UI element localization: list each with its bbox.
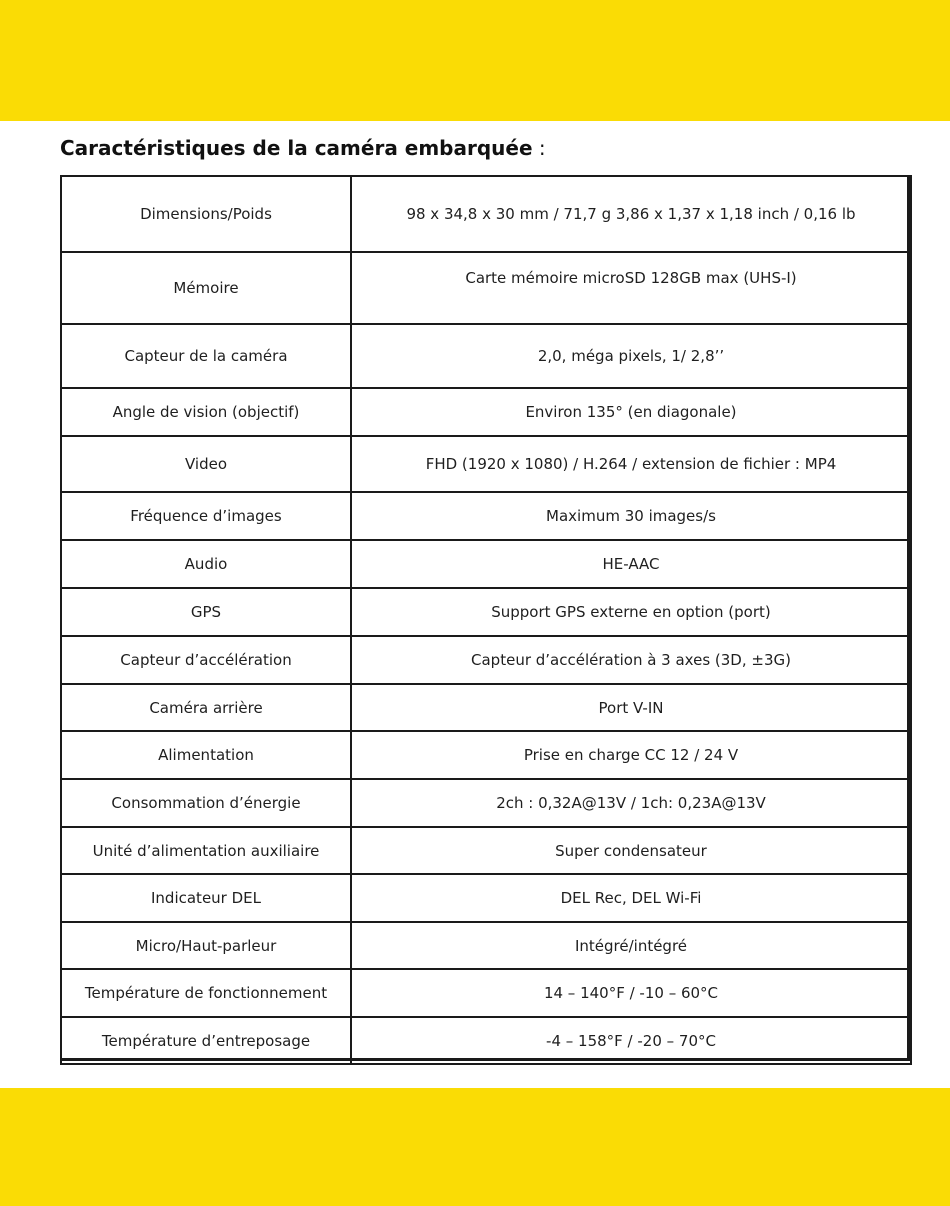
spec-label: Dimensions/Poids (61, 176, 351, 252)
table-row (61, 684, 911, 731)
table-row (61, 324, 911, 388)
table-row (61, 252, 911, 324)
spec-value: 14 – 140°F / -10 – 60°C (351, 969, 911, 1017)
table-row (61, 388, 911, 436)
spec-value: 98 x 34,8 x 30 mm / 71,7 g 3,86 x 1,37 x 1,18 inch / 0,16 lb (351, 176, 911, 252)
spec-label: Angle de vision (objectif) (61, 388, 351, 436)
table-row (61, 731, 911, 779)
spec-label: Alimentation (61, 731, 351, 779)
table-row (61, 436, 911, 492)
spec-value: -4 – 158°F / -20 – 70°C (351, 1017, 911, 1064)
spec-label: Température d’entreposage (61, 1017, 351, 1064)
spec-label: Video (61, 436, 351, 492)
table-row (61, 922, 911, 969)
table-row (61, 874, 911, 922)
spec-label: GPS (61, 588, 351, 636)
spec-value: Environ 135° (en diagonale) (351, 388, 911, 436)
section-heading (60, 133, 546, 163)
spec-value: DEL Rec, DEL Wi-Fi (351, 874, 911, 922)
spec-label: Fréquence d’images (61, 492, 351, 540)
table-row (61, 1017, 911, 1064)
spec-value: Prise en charge CC 12 / 24 V (351, 731, 911, 779)
spec-value: Port V-IN (351, 684, 911, 731)
section-title-suffix: : (532, 136, 546, 160)
spec-value: Support GPS externe en option (port) (351, 588, 911, 636)
section-title: Caractéristiques de la caméra embarquée (60, 136, 533, 160)
top-yellow-band (0, 0, 950, 121)
spec-label: Unité d’alimentation auxiliaire (61, 827, 351, 874)
spec-label: Température de fonctionnement (61, 969, 351, 1017)
table-row (61, 588, 911, 636)
spec-value: HE-AAC (351, 540, 911, 588)
table-row (61, 636, 911, 684)
table-row (61, 176, 911, 252)
spec-label: Micro/Haut-parleur (61, 922, 351, 969)
spec-label: Capteur d’accélération (61, 636, 351, 684)
table-row (61, 779, 911, 827)
spec-value: FHD (1920 x 1080) / H.264 / extension de fichier : MP4 (351, 436, 911, 492)
spec-value: 2ch : 0,32A@13V / 1ch: 0,23A@13V (351, 779, 911, 827)
spec-value: Capteur d’accélération à 3 axes (3D, ±3G) (351, 636, 911, 684)
spec-label: Indicateur DEL (61, 874, 351, 922)
spec-value: Intégré/intégré (351, 922, 911, 969)
spec-value: 2,0, méga pixels, 1/ 2,8’’ (351, 324, 911, 388)
table-row (61, 492, 911, 540)
spec-value: Super condensateur (351, 827, 911, 874)
spec-label: Audio (61, 540, 351, 588)
spec-value: Maximum 30 images/s (351, 492, 911, 540)
spec-table (60, 175, 912, 1065)
spec-label: Caméra arrière (61, 684, 351, 731)
table-row (61, 969, 911, 1017)
spec-label: Consommation d’énergie (61, 779, 351, 827)
spec-label: Capteur de la caméra (61, 324, 351, 388)
spec-label: Mémoire (61, 252, 351, 324)
bottom-yellow-band (0, 1088, 950, 1206)
spec-value: Carte mémoire microSD 128GB max (UHS-I) (351, 252, 911, 324)
table-row (61, 540, 911, 588)
table-row (61, 827, 911, 874)
